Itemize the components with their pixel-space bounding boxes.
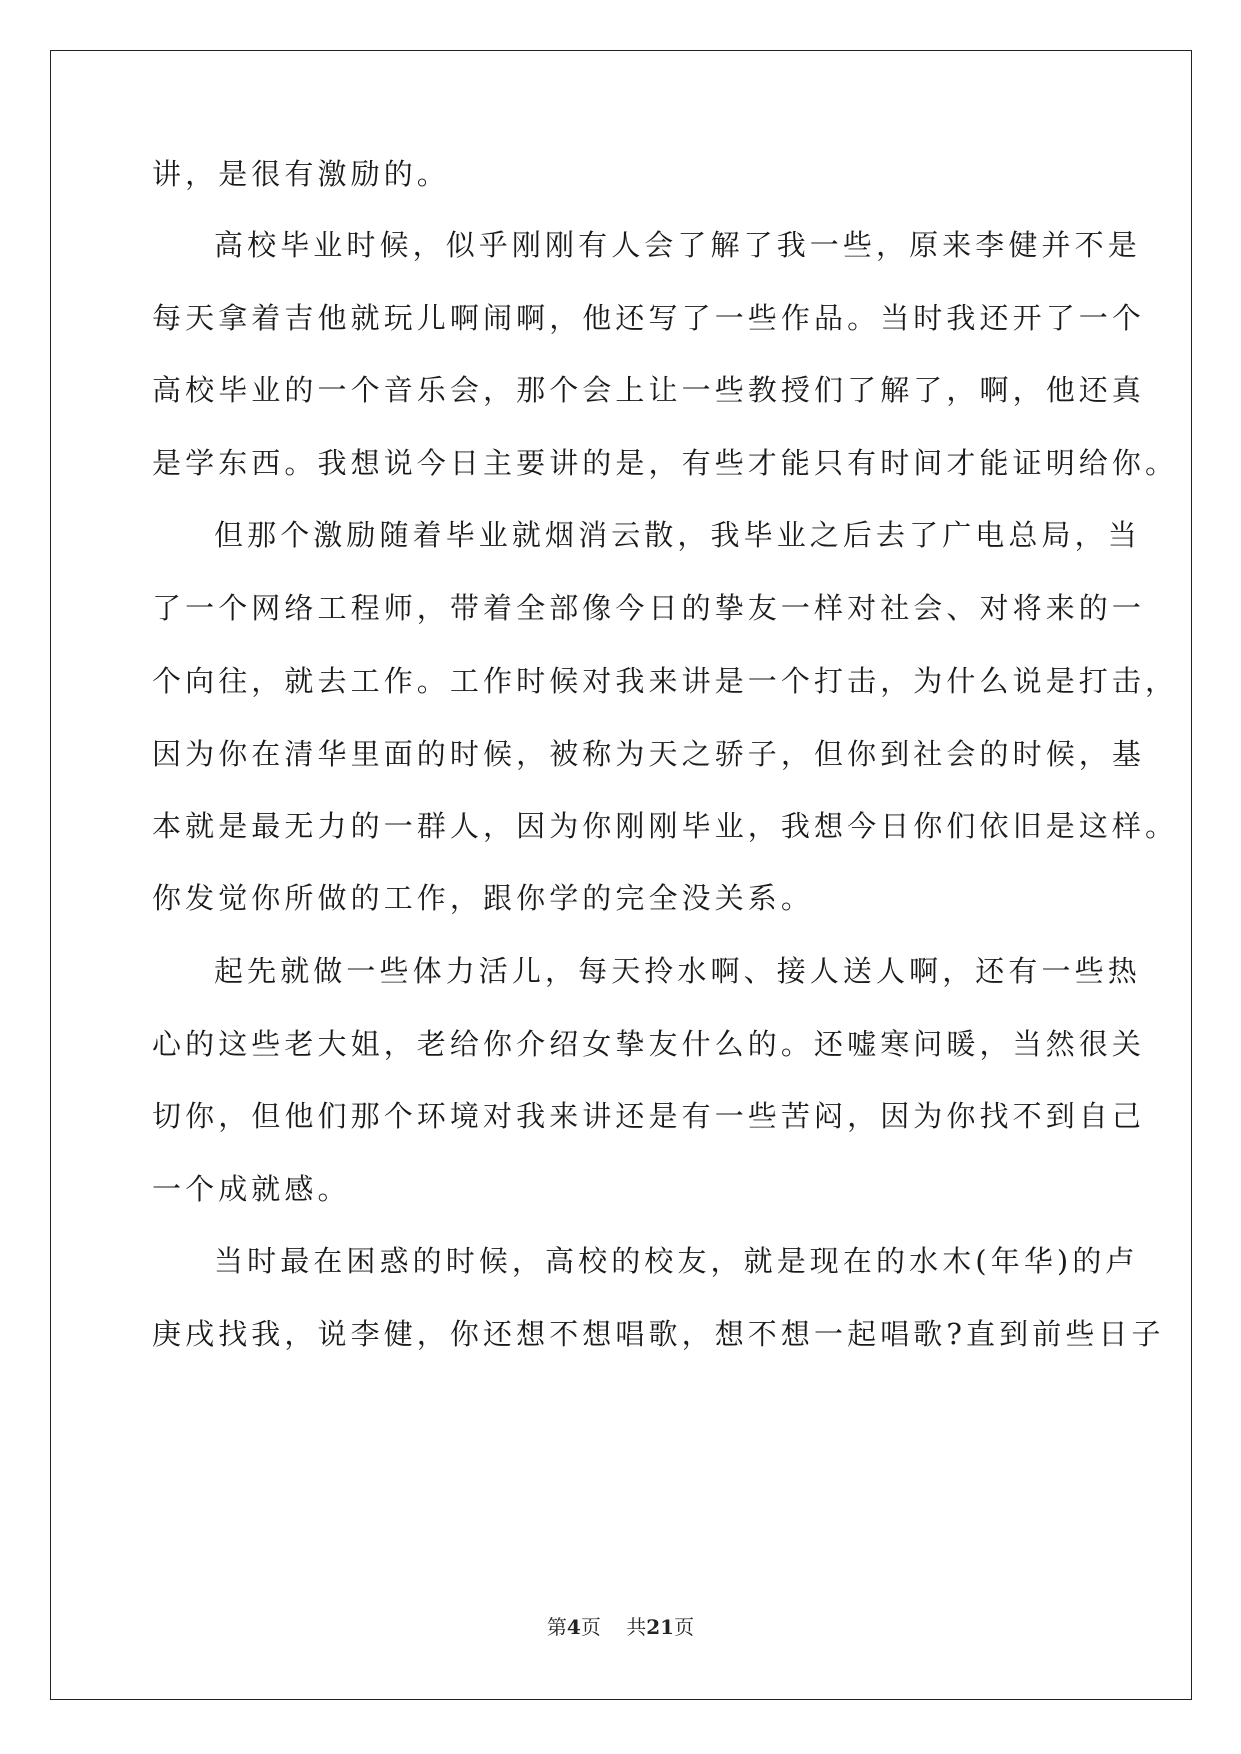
page-prefix: 第 [546,1615,567,1639]
paragraph-first-line: 当时最在困惑的时候，高校的校友，就是现在的水木(年华)的卢 [214,1244,1139,1278]
page-footer [0,1611,1241,1640]
page-number: 4 [566,1615,581,1639]
total-pages: 21 [646,1615,675,1639]
text-line: 每天拿着吉他就玩儿啊闹啊，他还写了一些作品。当时我还开了一个 [152,301,1146,335]
total-suffix: 页 [674,1615,695,1639]
text-line: 心的这些老大姐，老给你介绍女挚友什么的。还嘘寒问暖，当然很关 [152,1027,1146,1061]
text-line: 本就是最无力的一群人，因为你刚刚毕业，我想今日你们依旧是这样。 [152,809,1179,843]
page-suffix: 页 [580,1615,601,1639]
text-line: 是学东西。我想说今日主要讲的是，有些才能只有时间才能证明给你。 [152,446,1179,480]
text-line: 高校毕业的一个音乐会，那个会上让一些教授们了解了，啊，他还真 [152,373,1146,407]
text-line: 讲，是很有激励的。 [152,157,450,191]
paragraph-first-line: 起先就做一些体力活儿，每天拎水啊、接人送人啊，还有一些热 [214,954,1141,988]
text-line: 一个成就感。 [152,1172,351,1206]
paragraph-first-line: 高校毕业时候，似乎刚刚有人会了解了我一些，原来李健并不是 [214,228,1141,262]
total-prefix: 共 [626,1615,647,1639]
text-line: 个向往，就去工作。工作时候对我来讲是一个打击，为什么说是打击， [152,664,1179,698]
text-line: 你发觉你所做的工作，跟你学的完全没关系。 [152,881,815,915]
text-line: 切你，但他们那个环境对我来讲还是有一些苦闷，因为你找不到自己 [152,1099,1146,1133]
paragraph-first-line: 但那个激励随着毕业就烟消云散，我毕业之后去了广电总局，当 [214,518,1141,552]
text-line: 因为你在清华里面的时候，被称为天之骄子，但你到社会的时候，基 [152,737,1146,771]
text-line: 庚戌找我，说李健，你还想不想唱歌，想不想一起唱歌?直到前些日子 [152,1317,1165,1351]
text-line: 了一个网络工程师，带着全部像今日的挚友一样对社会、对将来的一 [152,591,1146,625]
